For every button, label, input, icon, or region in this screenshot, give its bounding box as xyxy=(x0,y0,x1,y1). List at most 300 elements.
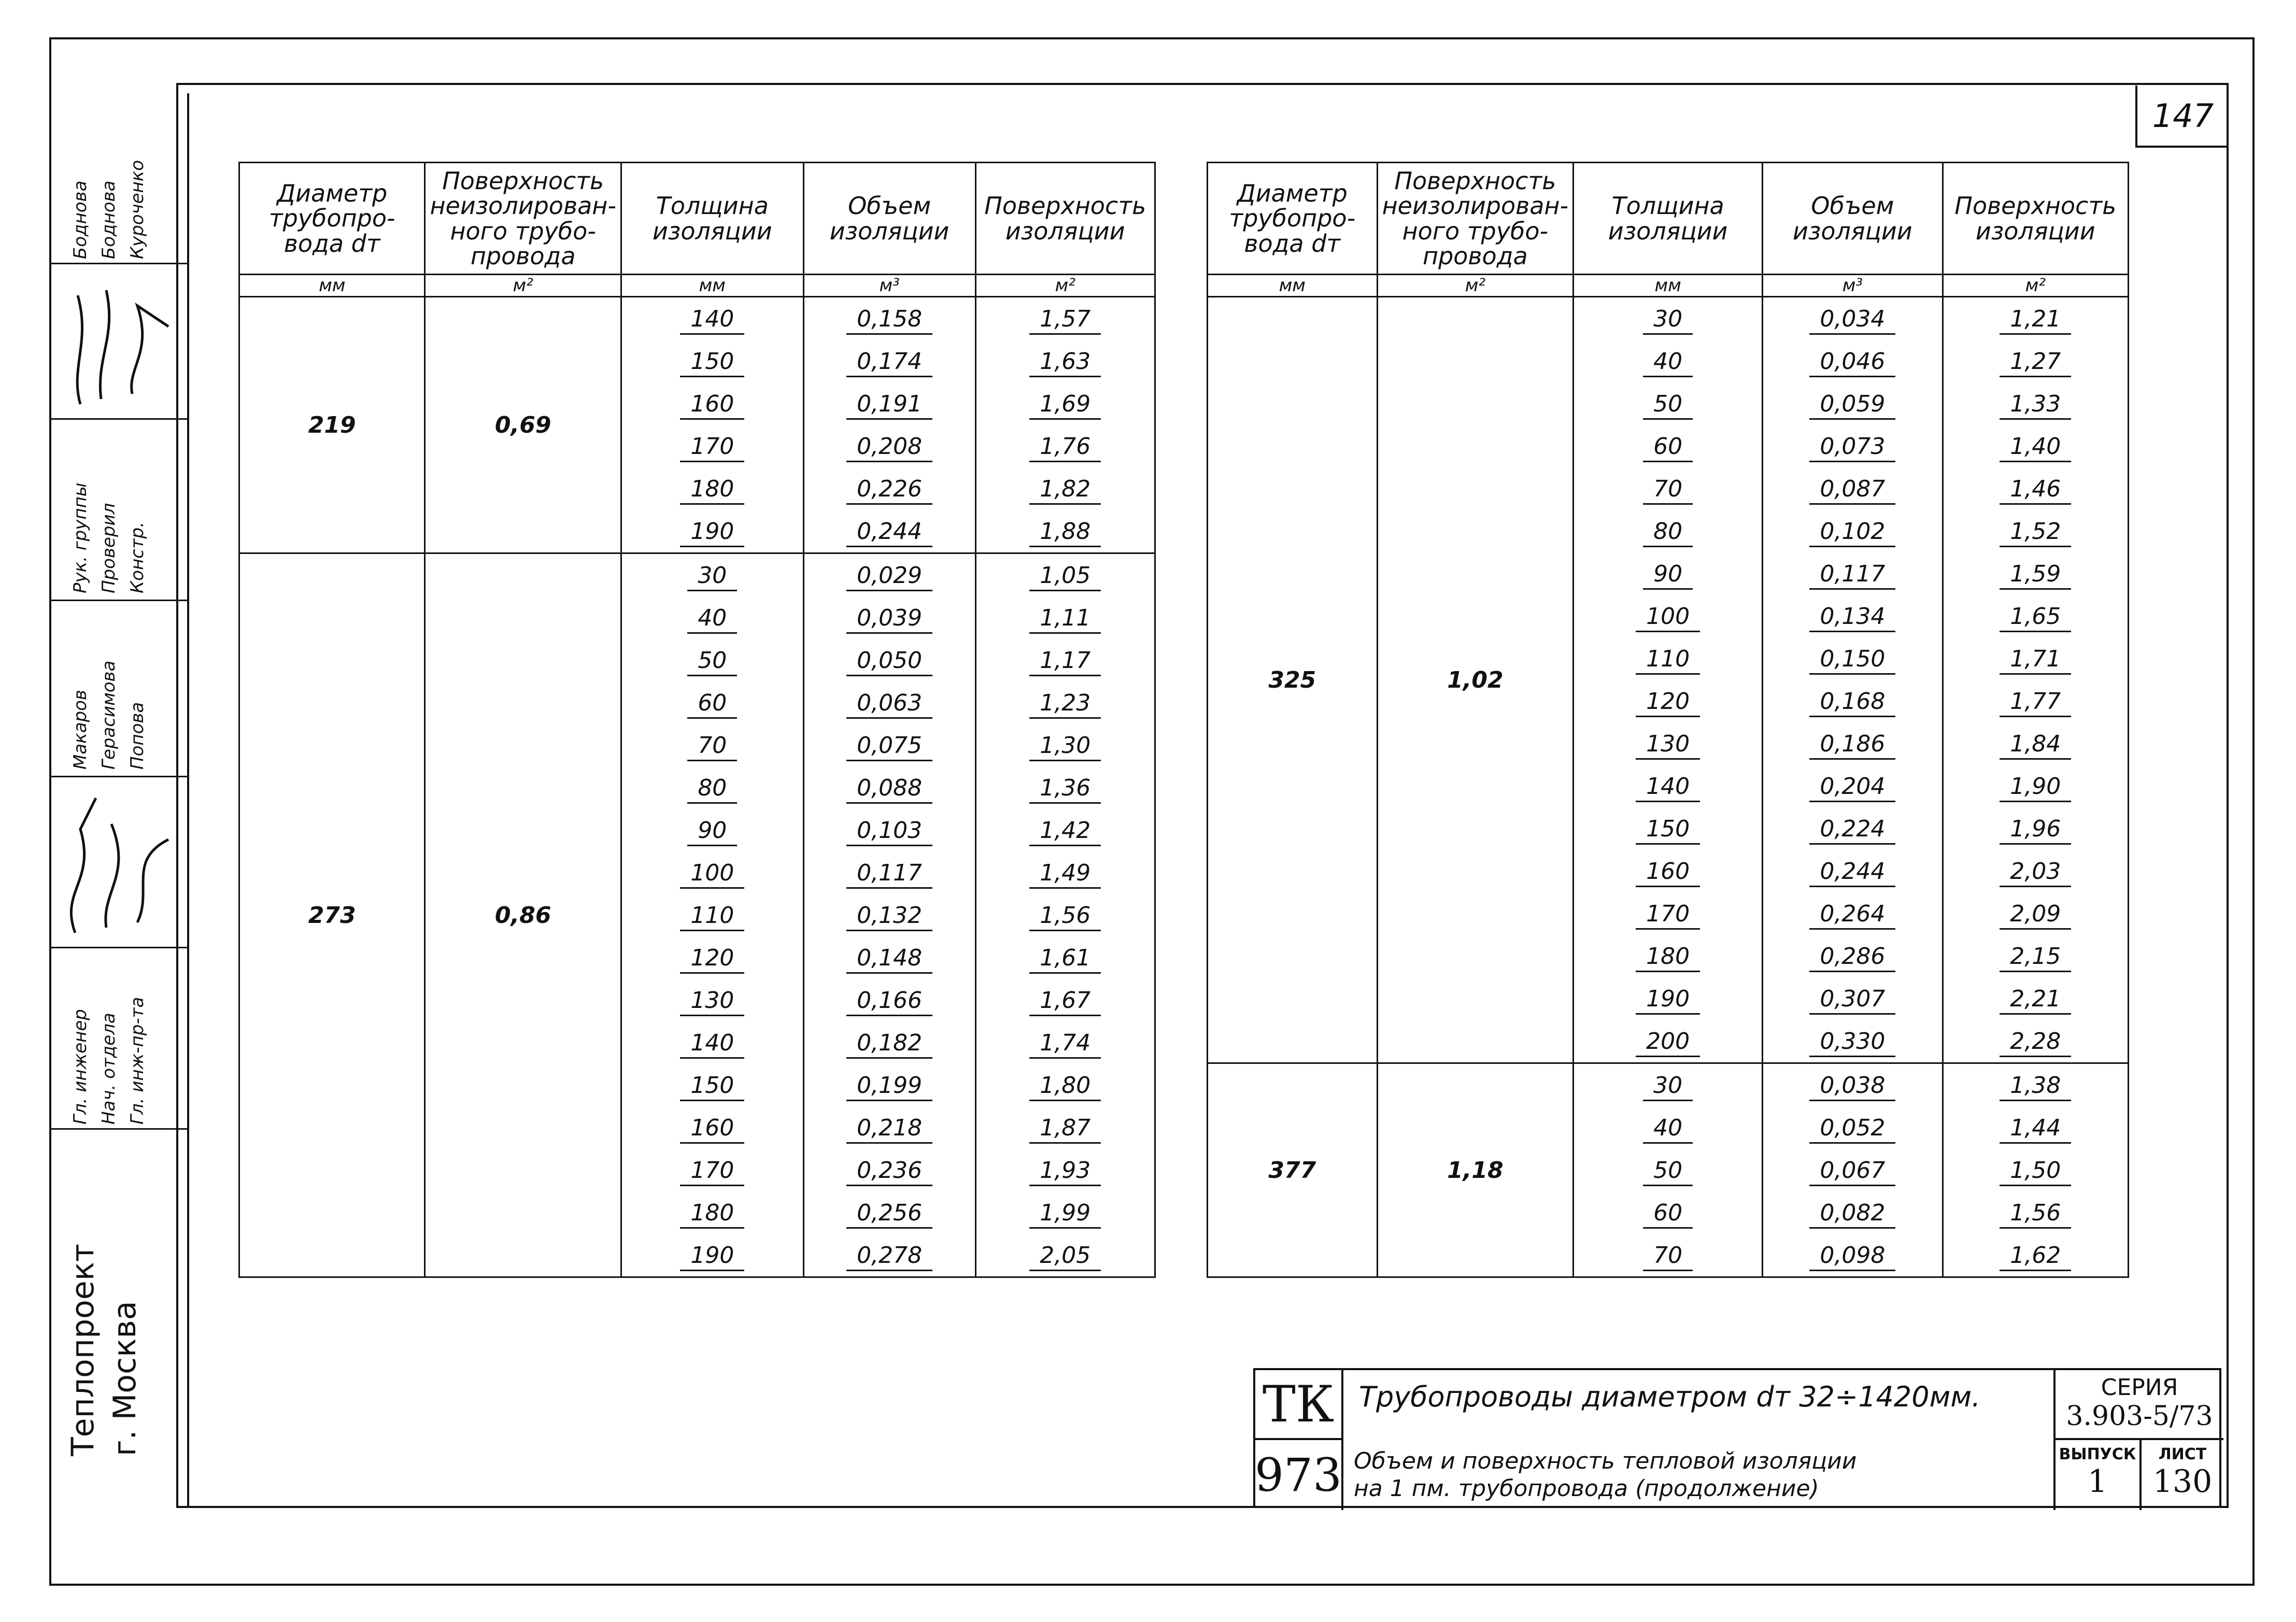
insulation-surface-value: 1,77 xyxy=(2000,688,2071,717)
insulation-surface-cell xyxy=(975,510,1155,553)
stamp-cell-signatures xyxy=(49,264,189,420)
thickness-cell xyxy=(621,724,803,766)
insulation-surface-cell xyxy=(975,553,1155,597)
volume-value: 0,067 xyxy=(1809,1157,1895,1186)
col-header-thickness: Толщина изоляции xyxy=(621,163,803,275)
volume-cell xyxy=(803,1064,975,1106)
insulation-surface-value: 1,96 xyxy=(2000,816,2071,845)
unit-cell: м² xyxy=(975,275,1155,297)
thickness-cell xyxy=(621,766,803,809)
insulation-surface-cell xyxy=(1943,1149,2128,1191)
stamp-role: Констр. xyxy=(127,521,148,593)
volume-value: 0,218 xyxy=(846,1115,932,1144)
volume-value: 0,150 xyxy=(1809,646,1895,675)
sheet-value: 130 xyxy=(2152,1463,2213,1500)
volume-value: 0,208 xyxy=(846,433,932,462)
insulation-surface-cell xyxy=(975,639,1155,681)
volume-cell xyxy=(1763,340,1943,382)
unit-cell: м³ xyxy=(803,275,975,297)
stamp-cell-signatures-2 xyxy=(49,777,189,948)
insulation-surface-cell xyxy=(975,851,1155,894)
thickness-value: 160 xyxy=(1636,858,1700,887)
insulation-surface-cell xyxy=(1943,340,2128,382)
thickness-value: 160 xyxy=(680,1115,744,1144)
thickness-cell xyxy=(621,1149,803,1191)
issue-label: ВЫПУСК xyxy=(2059,1445,2136,1463)
thickness-cell xyxy=(1574,1149,1763,1191)
volume-value: 0,087 xyxy=(1809,476,1895,505)
volume-value: 0,199 xyxy=(846,1072,932,1101)
volume-cell xyxy=(1763,467,1943,510)
insulation-surface-value: 1,99 xyxy=(1029,1200,1101,1229)
insulation-surface-value: 1,36 xyxy=(1029,775,1101,804)
volume-cell xyxy=(1763,297,1943,340)
volume-value: 0,039 xyxy=(846,605,932,634)
volume-cell xyxy=(803,467,975,510)
thickness-value: 90 xyxy=(1643,561,1693,590)
volume-cell xyxy=(803,809,975,851)
signatures-drawing xyxy=(49,264,189,420)
thickness-cell xyxy=(1574,977,1763,1020)
organization-stamp xyxy=(62,1244,146,1456)
thickness-cell xyxy=(1574,1063,1763,1107)
thickness-value: 120 xyxy=(680,945,744,974)
thickness-cell xyxy=(621,681,803,724)
thickness-value: 50 xyxy=(687,647,737,676)
volume-value: 0,182 xyxy=(846,1030,932,1059)
thickness-cell xyxy=(621,1106,803,1149)
insulation-surface-value: 1,56 xyxy=(1029,902,1101,931)
thickness-value: 100 xyxy=(1636,603,1700,632)
col-header-bare-surface: Поверхность неизолирован-ного трубо-провода xyxy=(425,163,621,275)
col-header-volume: Объем изоляции xyxy=(1763,163,1943,275)
table-row xyxy=(239,297,1155,340)
volume-cell xyxy=(803,851,975,894)
thickness-value: 40 xyxy=(1643,348,1693,377)
series-value: 3.903-5/73 xyxy=(2066,1401,2213,1432)
thickness-cell xyxy=(1574,552,1763,595)
stamp-role: Гл. инженер xyxy=(70,1009,91,1125)
volume-value: 0,286 xyxy=(1809,943,1895,972)
thickness-value: 170 xyxy=(1636,901,1700,930)
pipe-diameter-cell: 325 xyxy=(1208,297,1378,1063)
issue-box xyxy=(2053,1440,2142,1510)
stamp-cell-roles xyxy=(49,948,189,1130)
volume-value: 0,307 xyxy=(1809,986,1895,1015)
insulation-surface-cell xyxy=(1943,1234,2128,1277)
insulation-table-right xyxy=(1207,162,2129,1278)
insulation-surface-cell xyxy=(975,766,1155,809)
col-header-volume: Объем изоляции xyxy=(803,163,975,275)
insulation-surface-value: 1,69 xyxy=(1029,391,1101,420)
volume-value: 0,029 xyxy=(846,562,932,591)
thickness-value: 150 xyxy=(680,348,744,377)
insulation-surface-cell xyxy=(1943,510,2128,552)
subtitle-line-1: Объем и поверхность тепловой изоляции xyxy=(1354,1448,1857,1474)
insulation-surface-cell xyxy=(1943,1063,2128,1107)
insulation-surface-value: 1,93 xyxy=(1029,1157,1101,1186)
volume-cell xyxy=(803,1149,975,1191)
insulation-surface-value: 1,71 xyxy=(2000,646,2071,675)
insulation-surface-cell xyxy=(1943,722,2128,765)
insulation-surface-cell xyxy=(975,1021,1155,1064)
thickness-cell xyxy=(621,851,803,894)
insulation-surface-value: 1,88 xyxy=(1029,518,1101,547)
volume-cell xyxy=(803,724,975,766)
insulation-surface-cell xyxy=(975,809,1155,851)
volume-value: 0,264 xyxy=(1809,901,1895,930)
thickness-value: 190 xyxy=(680,518,744,547)
volume-cell xyxy=(1763,595,1943,637)
insulation-surface-value: 2,05 xyxy=(1029,1242,1101,1271)
unit-cell: мм xyxy=(239,275,425,297)
volume-cell xyxy=(803,297,975,340)
bare-surface-cell: 0,86 xyxy=(425,553,621,1277)
insulation-surface-value: 1,27 xyxy=(2000,348,2071,377)
volume-value: 0,244 xyxy=(846,518,932,547)
thickness-value: 80 xyxy=(687,775,737,804)
insulation-surface-cell xyxy=(1943,935,2128,977)
insulation-surface-cell xyxy=(1943,552,2128,595)
insulation-surface-cell xyxy=(1943,382,2128,425)
volume-value: 0,236 xyxy=(846,1157,932,1186)
insulation-surface-value: 1,33 xyxy=(2000,391,2071,420)
volume-cell xyxy=(1763,1149,1943,1191)
insulation-surface-value: 1,59 xyxy=(2000,561,2071,590)
thickness-value: 170 xyxy=(680,433,744,462)
insulation-surface-cell xyxy=(975,340,1155,382)
insulation-surface-cell xyxy=(975,724,1155,766)
thickness-cell xyxy=(621,1191,803,1234)
thickness-value: 80 xyxy=(1643,518,1693,547)
thickness-cell xyxy=(1574,1106,1763,1149)
unit-cell: м² xyxy=(1377,275,1573,297)
thickness-cell xyxy=(621,809,803,851)
thickness-cell xyxy=(621,894,803,936)
volume-cell xyxy=(1763,425,1943,467)
thickness-value: 110 xyxy=(680,902,744,931)
volume-value: 0,046 xyxy=(1809,348,1895,377)
thickness-cell xyxy=(621,639,803,681)
thickness-cell xyxy=(621,553,803,597)
insulation-surface-value: 1,38 xyxy=(2000,1072,2071,1101)
insulation-surface-value: 1,21 xyxy=(2000,306,2071,335)
volume-cell xyxy=(803,1191,975,1234)
volume-value: 0,102 xyxy=(1809,518,1895,547)
thickness-cell xyxy=(1574,340,1763,382)
insulation-surface-cell xyxy=(975,425,1155,467)
thickness-cell xyxy=(1574,680,1763,722)
volume-value: 0,174 xyxy=(846,348,932,377)
thickness-cell xyxy=(1574,1191,1763,1234)
stamp-role: Гл. инж-пр-та xyxy=(127,997,148,1125)
insulation-surface-value: 1,05 xyxy=(1029,562,1101,591)
volume-cell xyxy=(803,979,975,1021)
insulation-surface-value: 1,76 xyxy=(1029,433,1101,462)
volume-value: 0,117 xyxy=(846,860,932,889)
insulation-surface-cell xyxy=(975,467,1155,510)
volume-value: 0,052 xyxy=(1809,1115,1895,1144)
insulation-surface-value: 1,30 xyxy=(1029,732,1101,761)
stamp-cell-names-mid xyxy=(49,601,189,777)
unit-cell: мм xyxy=(1208,275,1378,297)
volume-cell xyxy=(1763,892,1943,935)
col-header-insulation-surface: Поверхность изоляции xyxy=(975,163,1155,275)
volume-value: 0,134 xyxy=(1809,603,1895,632)
volume-cell xyxy=(803,553,975,597)
volume-value: 0,073 xyxy=(1809,433,1895,462)
thickness-value: 90 xyxy=(687,817,737,846)
volume-cell xyxy=(1763,1191,1943,1234)
volume-cell xyxy=(803,681,975,724)
insulation-surface-cell xyxy=(1943,977,2128,1020)
insulation-surface-cell xyxy=(975,1064,1155,1106)
sheet-label: ЛИСТ xyxy=(2158,1445,2207,1463)
volume-value: 0,117 xyxy=(1809,561,1895,590)
thickness-value: 50 xyxy=(1643,391,1693,420)
thickness-value: 100 xyxy=(680,860,744,889)
page-number: 147 xyxy=(2135,86,2229,148)
thickness-cell xyxy=(1574,935,1763,977)
volume-value: 0,191 xyxy=(846,391,932,420)
volume-cell xyxy=(1763,1234,1943,1277)
insulation-surface-value: 1,52 xyxy=(2000,518,2071,547)
insulation-surface-cell xyxy=(975,1106,1155,1149)
thickness-value: 70 xyxy=(1643,476,1693,505)
volume-cell xyxy=(803,340,975,382)
stamp-cell-group xyxy=(49,420,189,601)
volume-cell xyxy=(1763,935,1943,977)
insulation-surface-cell xyxy=(1943,892,2128,935)
volume-cell xyxy=(803,894,975,936)
pipe-diameter-cell: 273 xyxy=(239,553,425,1277)
thickness-cell xyxy=(1574,637,1763,680)
thickness-cell xyxy=(1574,595,1763,637)
bare-surface-cell: 1,02 xyxy=(1377,297,1573,1063)
volume-cell xyxy=(1763,807,1943,850)
thickness-cell xyxy=(1574,382,1763,425)
insulation-surface-value: 1,90 xyxy=(2000,773,2071,802)
volume-value: 0,148 xyxy=(846,945,932,974)
thickness-cell xyxy=(1574,765,1763,807)
thickness-value: 160 xyxy=(680,391,744,420)
stamp-role: Нач. отдела xyxy=(98,1013,119,1125)
insulation-surface-cell xyxy=(975,936,1155,979)
thickness-cell xyxy=(1574,510,1763,552)
insulation-surface-cell xyxy=(1943,680,2128,722)
volume-value: 0,244 xyxy=(1809,858,1895,887)
thickness-cell xyxy=(1574,807,1763,850)
thickness-cell xyxy=(1574,1020,1763,1063)
thickness-cell xyxy=(621,1234,803,1277)
stamp-name: Боднова xyxy=(70,180,91,259)
unit-cell: м² xyxy=(1943,275,2128,297)
insulation-surface-value: 1,11 xyxy=(1029,605,1101,634)
insulation-surface-cell xyxy=(1943,1020,2128,1063)
thickness-value: 180 xyxy=(680,1200,744,1229)
volume-cell xyxy=(803,425,975,467)
thickness-value: 150 xyxy=(1636,816,1700,845)
bare-surface-cell: 0,69 xyxy=(425,297,621,553)
insulation-surface-value: 2,21 xyxy=(2000,986,2071,1015)
volume-cell xyxy=(1763,850,1943,892)
insulation-surface-value: 1,17 xyxy=(1029,647,1101,676)
thickness-value: 30 xyxy=(1643,1072,1693,1101)
insulation-surface-cell xyxy=(1943,765,2128,807)
insulation-surface-value: 1,84 xyxy=(2000,731,2071,760)
thickness-value: 200 xyxy=(1636,1028,1700,1057)
thickness-value: 40 xyxy=(687,605,737,634)
thickness-cell xyxy=(621,510,803,553)
volume-cell xyxy=(803,510,975,553)
volume-cell xyxy=(803,1234,975,1277)
thickness-value: 60 xyxy=(1643,433,1693,462)
thickness-cell xyxy=(1574,467,1763,510)
thickness-cell xyxy=(1574,722,1763,765)
insulation-surface-value: 2,09 xyxy=(2000,901,2071,930)
volume-cell xyxy=(1763,552,1943,595)
thickness-cell xyxy=(1574,850,1763,892)
volume-value: 0,256 xyxy=(846,1200,932,1229)
table-row xyxy=(239,553,1155,597)
insulation-surface-cell xyxy=(1943,807,2128,850)
insulation-surface-value: 1,23 xyxy=(1029,690,1101,719)
insulation-surface-cell xyxy=(1943,1106,2128,1149)
volume-value: 0,168 xyxy=(1809,688,1895,717)
col-header-diameter: Диаметр трубопро-вода dт xyxy=(1208,163,1378,275)
volume-value: 0,278 xyxy=(846,1242,932,1271)
volume-value: 0,082 xyxy=(1809,1200,1895,1229)
col-header-insulation-surface: Поверхность изоляции xyxy=(1943,163,2128,275)
table-row xyxy=(1208,297,2129,340)
thickness-cell xyxy=(621,382,803,425)
thickness-cell xyxy=(621,936,803,979)
insulation-surface-value: 1,82 xyxy=(1029,476,1101,505)
volume-cell xyxy=(1763,1063,1943,1107)
thickness-cell xyxy=(621,340,803,382)
volume-value: 0,059 xyxy=(1809,391,1895,420)
volume-cell xyxy=(803,766,975,809)
unit-cell: мм xyxy=(1574,275,1763,297)
volume-cell xyxy=(1763,977,1943,1020)
col-header-thickness: Толщина изоляции xyxy=(1574,163,1763,275)
volume-value: 0,158 xyxy=(846,306,932,335)
volume-value: 0,166 xyxy=(846,987,932,1016)
thickness-value: 30 xyxy=(687,562,737,591)
volume-value: 0,330 xyxy=(1809,1028,1895,1057)
volume-value: 0,063 xyxy=(846,690,932,719)
thickness-value: 190 xyxy=(1636,986,1700,1015)
volume-cell xyxy=(1763,765,1943,807)
stamp-cell-names-top xyxy=(49,93,189,264)
insulation-surface-value: 1,42 xyxy=(1029,817,1101,846)
volume-cell xyxy=(1763,722,1943,765)
thickness-cell xyxy=(1574,425,1763,467)
insulation-surface-value: 1,67 xyxy=(1029,987,1101,1016)
insulation-surface-cell xyxy=(1943,425,2128,467)
insulation-surface-cell xyxy=(975,894,1155,936)
insulation-surface-cell xyxy=(975,979,1155,1021)
volume-cell xyxy=(803,639,975,681)
insulation-surface-value: 1,63 xyxy=(1029,348,1101,377)
volume-cell xyxy=(1763,1020,1943,1063)
volume-value: 0,226 xyxy=(846,476,932,505)
pipe-diameter-cell: 219 xyxy=(239,297,425,553)
unit-cell: мм xyxy=(621,275,803,297)
insulation-surface-cell xyxy=(975,1149,1155,1191)
thickness-cell xyxy=(621,1064,803,1106)
col-header-diameter: Диаметр трубопро-вода dт xyxy=(239,163,425,275)
insulation-surface-cell xyxy=(1943,595,2128,637)
thickness-cell xyxy=(621,467,803,510)
insulation-surface-value: 1,46 xyxy=(2000,476,2071,505)
insulation-surface-cell xyxy=(1943,297,2128,340)
insulation-surface-value: 1,44 xyxy=(2000,1115,2071,1144)
volume-value: 0,103 xyxy=(846,817,932,846)
volume-value: 0,204 xyxy=(1809,773,1895,802)
insulation-surface-value: 1,49 xyxy=(1029,860,1101,889)
insulation-surface-value: 1,50 xyxy=(2000,1157,2071,1186)
insulation-surface-cell xyxy=(975,382,1155,425)
volume-value: 0,132 xyxy=(846,902,932,931)
insulation-surface-value: 2,03 xyxy=(2000,858,2071,887)
unit-cell: м² xyxy=(425,275,621,297)
volume-cell xyxy=(1763,382,1943,425)
signatures-drawing xyxy=(49,777,189,948)
volume-value: 0,098 xyxy=(1809,1242,1895,1271)
volume-value: 0,034 xyxy=(1809,306,1895,335)
thickness-cell xyxy=(621,1021,803,1064)
volume-cell xyxy=(1763,1106,1943,1149)
stamp-role: Рук. группы xyxy=(70,482,91,593)
drawing-subtitle xyxy=(1354,1448,1856,1503)
organization-city: г. Москва xyxy=(107,1301,143,1456)
volume-value: 0,050 xyxy=(846,647,932,676)
insulation-surface-value: 1,56 xyxy=(2000,1200,2071,1229)
insulation-surface-value: 1,57 xyxy=(1029,306,1101,335)
insulation-surface-value: 2,28 xyxy=(2000,1028,2071,1057)
thickness-value: 70 xyxy=(1643,1242,1693,1271)
thickness-value: 180 xyxy=(680,476,744,505)
volume-value: 0,186 xyxy=(1809,731,1895,760)
stamp-name: Боднова xyxy=(98,180,119,259)
volume-cell xyxy=(803,596,975,639)
drawing-title: Трубопроводы диаметром dт 32÷1420мм. xyxy=(1359,1381,1981,1413)
organization-name: Теплопроект xyxy=(65,1244,101,1456)
insulation-surface-value: 1,61 xyxy=(1029,945,1101,974)
thickness-value: 60 xyxy=(1643,1200,1693,1229)
thickness-value: 130 xyxy=(680,987,744,1016)
thickness-value: 130 xyxy=(1636,731,1700,760)
insulation-surface-cell xyxy=(975,1234,1155,1277)
unit-cell: м³ xyxy=(1763,275,1943,297)
insulation-surface-cell xyxy=(1943,467,2128,510)
thickness-value: 60 xyxy=(687,690,737,719)
volume-cell xyxy=(803,1021,975,1064)
bare-surface-cell: 1,18 xyxy=(1377,1063,1573,1277)
title-block xyxy=(1253,1368,2221,1508)
sheet-box xyxy=(2142,1440,2223,1510)
thickness-cell xyxy=(621,297,803,340)
thickness-value: 110 xyxy=(1636,646,1700,675)
stamp-name: Попова xyxy=(127,702,148,770)
thickness-value: 140 xyxy=(1636,773,1700,802)
thickness-value: 50 xyxy=(1643,1157,1693,1186)
volume-value: 0,038 xyxy=(1809,1072,1895,1101)
volume-value: 0,224 xyxy=(1809,816,1895,845)
insulation-surface-cell xyxy=(975,596,1155,639)
insulation-surface-cell xyxy=(975,681,1155,724)
